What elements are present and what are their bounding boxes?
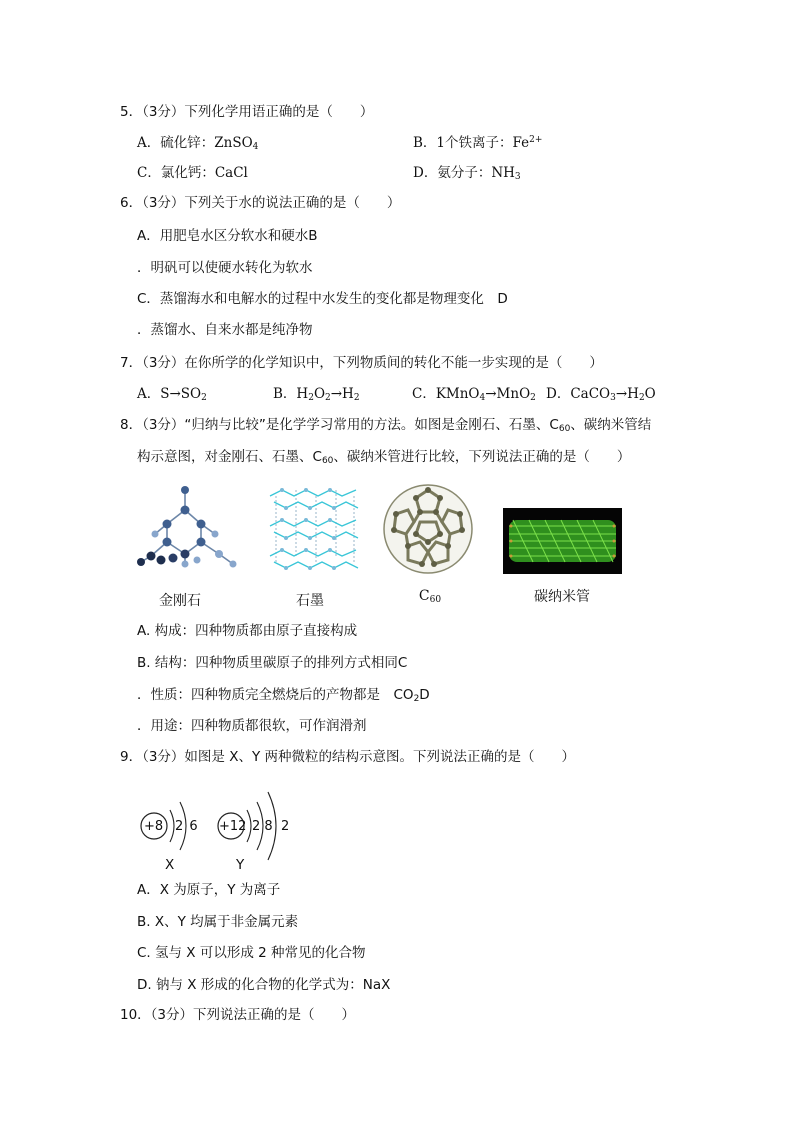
atom-y-label: Y	[236, 857, 245, 873]
q8-option-b: B. 结构：四种物质里碳原子的排列方式相同C	[137, 655, 408, 671]
q7-option-a: A．$S\to SO_2$	[137, 386, 207, 403]
caption-diamond: 金刚石	[159, 593, 201, 609]
q6-option-c: C．蒸馏海水和电解水的过程中水发生的变化都是物理变化 D	[137, 291, 508, 307]
q6-option-b: ．明矾可以使硬水转化为软水	[137, 260, 313, 276]
atom-y-nucleus: +12	[219, 819, 247, 834]
q6-option-d: ．蒸馏水、自来水都是纯净物	[137, 322, 313, 338]
diamond-structure-image	[135, 484, 240, 572]
atom-y-shells: 2 8 2	[252, 819, 290, 834]
q5-option-a: A．硫化锌：ZnSO$_4$	[137, 135, 259, 152]
c60-structure-image	[378, 480, 478, 578]
q6-option-a: A．用肥皂水区分软水和硬水B	[137, 228, 318, 244]
q8-stem-line1: 8．（3分）“归纳与比较”是化学学习常用的方法。如图是金刚石、石墨、$C_{60}$、碳纳米管结	[120, 417, 652, 434]
q9-option-a: A．X 为原子，Y 为离子	[137, 882, 281, 898]
graphite-structure-image	[266, 482, 362, 570]
q8-option-d: ．用途：四种物质都很软，可作润滑剂	[137, 718, 367, 734]
caption-carbon-nanotube: 碳纳米管	[534, 589, 590, 605]
atom-x-label: X	[165, 857, 175, 873]
q10-stem: 10．（3分）下列说法正确的是（ ）	[120, 1007, 356, 1023]
q9-option-c: C. 氢与 X 可以形成 2 种常见的化合物	[137, 945, 366, 961]
q9-option-b: B. X、Y 均属于非金属元素	[137, 914, 299, 930]
q8-option-c: ．性质：四种物质完全燃烧后的产物都是 $CO_2D$	[137, 687, 430, 704]
q9-option-d: D. 钠与 X 形成的化合物的化学式为：NaX	[137, 977, 391, 993]
q5-stem: 5．（3分）下列化学用语正确的是（ ）	[120, 104, 374, 120]
q5-option-b: B．1个铁离子：$Fe^{2+}$	[413, 135, 543, 151]
carbon-nanotube-image	[503, 508, 622, 574]
q7-option-b: B．$H_2O_2\to H_2$	[273, 386, 360, 403]
q8-option-a: A. 构成：四种物质都由原子直接构成	[137, 623, 358, 639]
q8-stem-line2: 构示意图，对金刚石、石墨、$C_{60}$、碳纳米管进行比较，下列说法正确的是（ ）	[137, 449, 631, 466]
q6-stem: 6．（3分）下列关于水的说法正确的是（ ）	[120, 195, 401, 211]
q7-option-c: C．KMnO$_4$→MnO$_2$	[412, 386, 536, 403]
q9-stem: 9．（3分）如图是 X、Y 两种微粒的结构示意图。下列说法正确的是（ ）	[120, 749, 576, 765]
caption-c60: $C_{60}$	[418, 588, 442, 605]
atom-x-shells: 2 6	[175, 819, 199, 834]
q5-option-c: C．氯化钙：CaCl	[137, 165, 248, 181]
caption-graphite: 石墨	[296, 593, 324, 609]
q7-option-d: D．$CaCO_3\to H_2O$	[546, 386, 656, 403]
q7-stem: 7．（3分）在你所学的化学知识中，下列物质间的转化不能一步实现的是（ ）	[120, 355, 603, 371]
q5-option-d: D．氨分子：$NH_3$	[413, 165, 521, 182]
atom-x-nucleus: +8	[144, 819, 164, 834]
